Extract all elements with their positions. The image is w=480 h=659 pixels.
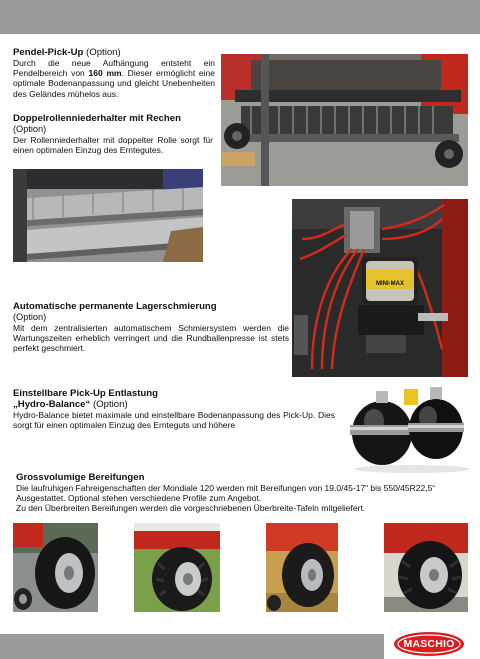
section-roller <box>13 113 213 155</box>
section-hydro <box>13 388 335 430</box>
lubrication-photo <box>292 199 468 377</box>
maschio-logo-text: MASCHIO <box>403 638 455 650</box>
section-pickup-text: Durch die neue Aufhängung entsteht ein Pendelbereich von 160 mm. Dieser ermöglicht eine optimale Bodenanpassung und gleicht Unebenheiten des Geländes mühelos aus. <box>13 58 215 99</box>
hydro-balance-photo <box>342 381 472 473</box>
header-bar <box>0 0 480 34</box>
section-roller-text: Der Rollenniederhalter mit doppelter Rolle sorgt für einen optimalen Einzug des Erntegutes. <box>13 134 213 155</box>
tyre-photo-1 <box>13 523 98 612</box>
section-lube <box>13 301 289 353</box>
section-pickup <box>13 47 215 99</box>
footer-bar <box>0 634 384 659</box>
roller-photo <box>13 169 203 262</box>
tyre-photo-2 <box>134 523 220 612</box>
section-lube-option: (Option) <box>13 312 47 322</box>
section-tyres <box>16 472 470 514</box>
tyre-photo-3 <box>266 523 338 612</box>
section-tyres-text-1: Die laufruhigen Fahreigenschaften der Mondiale 120 werden mit Bereifungen von 19.0/45-17“ bis 550/45R22,5“ Ausgestattet. Optional stehen verschiedene Profile zum Angebot. <box>16 483 436 504</box>
section-roller-option: (Option) <box>13 124 47 134</box>
maschio-logo <box>393 631 465 657</box>
tyre-photo-4 <box>384 523 468 612</box>
section-tyres-text-2: Zu den Überbreiten Bereifungen werden die vorgeschriebenen Überbreite-Tafeln mitgeliefert. <box>16 503 366 514</box>
section-tyres-title: Grossvolumige Bereifungen <box>16 472 145 483</box>
section-lube-text: Mit dem zentralisierten automatischem Schmiersystem werden die Wartungszeiten erheblich verringert und die Rundballenpresse ist stets perfekt geschmiert. <box>13 322 289 353</box>
section-hydro-text: Hydro-Balance bietet maximale und einstellbare Bodenanpassung des Pick-Up. Dies sorgt für einen optimalen Einzug des Ernteguts und höhere <box>13 410 335 431</box>
lubricator-label: MINI-MAX <box>376 281 404 287</box>
section-roller-title: Doppelrollenniederhalter mit Rechen <box>13 113 181 124</box>
section-pickup-title: Pendel-Pick-Up (Option) <box>13 47 121 58</box>
pickup-photo <box>221 54 468 186</box>
section-hydro-title: Einstellbare Pick-Up Entlastung „Hydro-Balance“ (Option) <box>13 388 159 410</box>
section-lube-title: Automatische permanente Lagerschmierung <box>13 301 217 312</box>
pendel-range-value: 160 mm <box>88 68 122 79</box>
